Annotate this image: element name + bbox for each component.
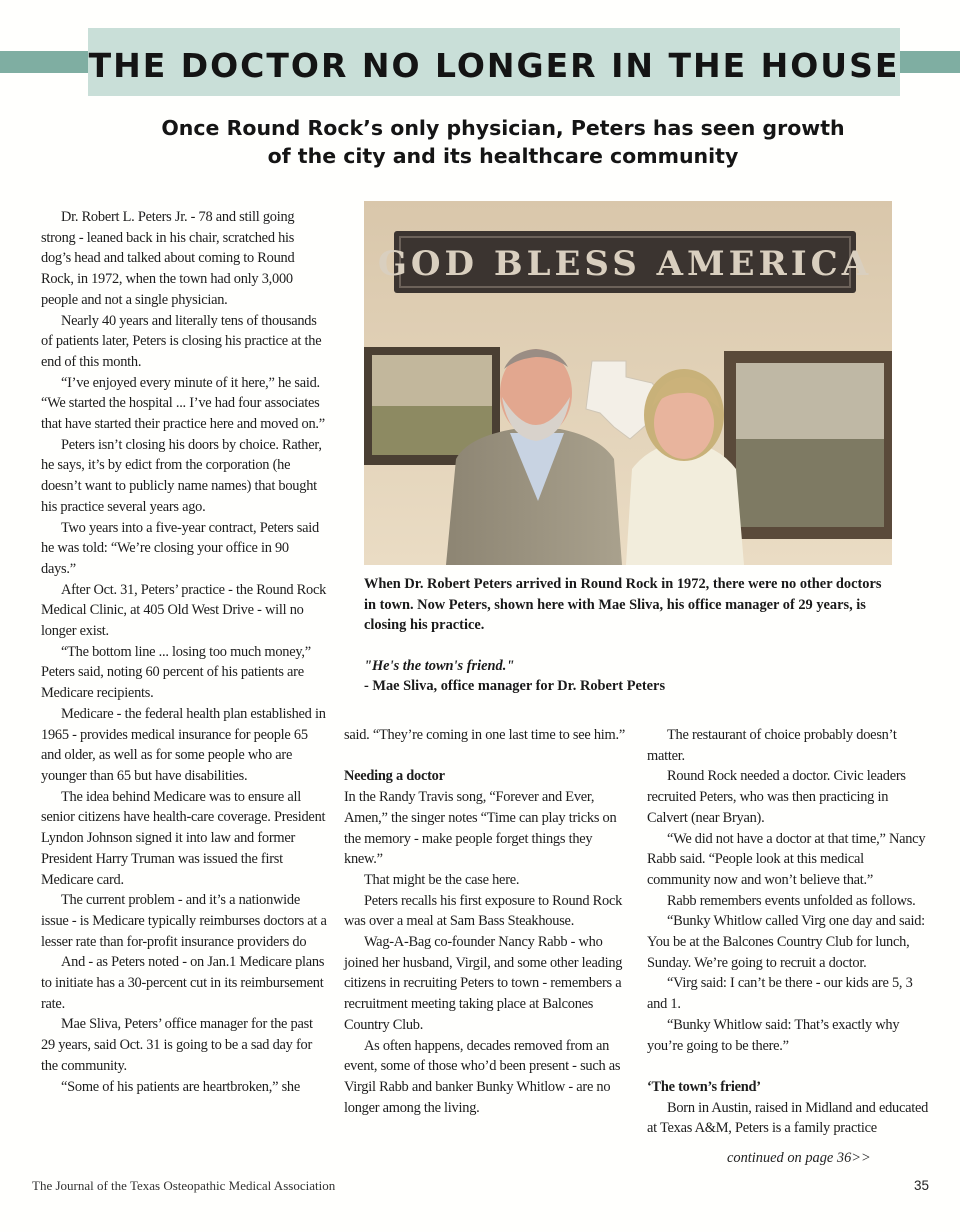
paragraph: Rabb remembers events unfolded as follows. <box>667 892 916 909</box>
paragraph: After Oct. 31, Peters’ practice - the Round Rock Medical Clinic, at 405 Old West Drive - will no longer exist. <box>41 581 327 640</box>
article-subtitle: Once Round Rock’s only physician, Peters has seen growth of the city and its healthcare community <box>161 116 845 168</box>
paragraph: “Some of his patients are heartbroken,” she <box>61 1078 300 1095</box>
paragraph: “The bottom line ... losing too much money,” Peters said, noting 60 percent of his patients are Medicare recipients. <box>41 643 311 702</box>
paragraph: said. “They’re coming in one last time to see him.” <box>344 727 625 743</box>
article-photo <box>364 201 892 565</box>
paragraph: Born in Austin, raised in Midland and educated at Texas A&M, Peters is a family practice <box>647 1099 929 1137</box>
paragraph: As often happens, decades removed from an event, some of those who’d been present - such as Virgil Rabb and banker Bunky Whitlow - are no longer among the living. <box>344 1037 621 1116</box>
header-band-right <box>900 51 960 73</box>
title-banner <box>88 28 900 96</box>
paragraph: Peters isn’t closing his doors by choice. Rather, he says, it’s by edict from the corporation (he doesn’t want to publicly name names) that bought his practice several years ago. <box>41 436 322 515</box>
article-column-2 <box>344 725 629 1118</box>
paragraph: “Bunky Whitlow said: That’s exactly why you’re going to be there.” <box>647 1016 900 1054</box>
paragraph: In the Randy Travis song, “Forever and Ever, Amen,” the singer notes “Time can play tricks on the memory - make people forget things they knew.” <box>344 789 617 868</box>
continued-link[interactable]: continued on page 36>> <box>727 1150 871 1166</box>
pull-quote: "He's the town's friend." <box>364 657 515 674</box>
header-band-left <box>0 51 88 73</box>
sign-text: GOD BLESS AMERICA <box>377 244 873 284</box>
paragraph: And - as Peters noted - on Jan.1 Medicare plans to initiate has a 30-percent cut in its reimbursement rate. <box>41 954 325 1012</box>
paragraph: Round Rock needed a doctor. Civic leaders recruited Peters, who was then practicing in Calvert (near Bryan). <box>647 768 906 826</box>
section-heading-towns-friend: ‘The town’s friend’ <box>647 1078 761 1095</box>
paragraph: “I’ve enjoyed every minute of it here,” he said. “We started the hospital ... I’ve had four associates that have started their practice here and moved on.” <box>41 374 325 433</box>
paragraph: That might be the case here. <box>364 871 520 888</box>
paragraph: Dr. Robert L. Peters Jr. - 78 and still going strong - leaned back in his chair, scratched his dog’s head and talked about coming to Round Rock, in 1972, when the town had only 3,000 people and not a single physician. <box>41 209 295 308</box>
paragraph: Nearly 40 years and literally tens of thousands of patients later, Peters is closing his practice at the end of this month. <box>41 312 322 370</box>
page-number: 35 <box>914 1178 930 1193</box>
caption-text: When Dr. Robert Peters arrived in Round Rock in 1972, there were no other doctors in town. Now Peters, shown here with Mae Sliva, his office manager of 29 years, is closing his practice. <box>364 576 882 633</box>
photo-illustration <box>364 201 892 565</box>
paragraph: The current problem - and it’s a nationwide issue - is Medicare typically reimburses doctors at a lesser rate than for-profit insurance providers do <box>41 892 327 950</box>
paragraph: Two years into a five-year contract, Peters said he was told: “We’re closing your office in 90 days.” <box>41 519 319 577</box>
article-column-3 <box>647 725 930 1139</box>
paragraph: Peters recalls his first exposure to Round Rock was over a meal at Sam Bass Steakhouse. <box>344 892 623 930</box>
article-title: THE DOCTOR NO LONGER IN THE HOUSE <box>88 45 900 85</box>
photo-caption <box>364 574 894 697</box>
article-column-1 <box>41 207 327 1097</box>
section-heading-needing-a-doctor: Needing a doctor <box>344 768 445 785</box>
journal-name: The Journal of the Texas Osteopathic Medical Association <box>32 1178 336 1193</box>
paragraph: Medicare - the federal health plan established in 1965 - provides medical insurance for people 65 and older, as well as for some people who are younger than 65 but have disabilities. <box>41 705 326 784</box>
paragraph: Mae Sliva, Peters’ office manager for the past 29 years, said Oct. 31 is going to be a sad day for the community. <box>41 1016 313 1074</box>
paragraph: “Virg said: I can’t be there - our kids are 5, 3 and 1. <box>647 975 913 1013</box>
paragraph: The restaurant of choice probably doesn’t matter. <box>647 727 897 764</box>
paragraph: The idea behind Medicare was to ensure all senior citizens have health-care coverage. President Lyndon Johnson signed it into law and former President Harry Truman was issued the first Medicare card. <box>41 788 326 888</box>
paragraph: “We did not have a doctor at that time,” Nancy Rabb said. “People look at this medical community now and won’t believe that.” <box>647 830 926 888</box>
paragraph: “Bunky Whitlow called Virg one day and said: You be at the Balcones Country Club for lunch, Sunday. We’re going to recruit a doctor. <box>647 913 925 971</box>
paragraph: Wag-A-Bag co-founder Nancy Rabb - who joined her husband, Virgil, and some other leading citizens in recruiting Peters to town - remembers a recruitment meeting taking place at Balcones Country Club. <box>344 934 623 1033</box>
quote-attribution: - Mae Sliva, office manager for Dr. Robert Peters <box>364 678 666 694</box>
